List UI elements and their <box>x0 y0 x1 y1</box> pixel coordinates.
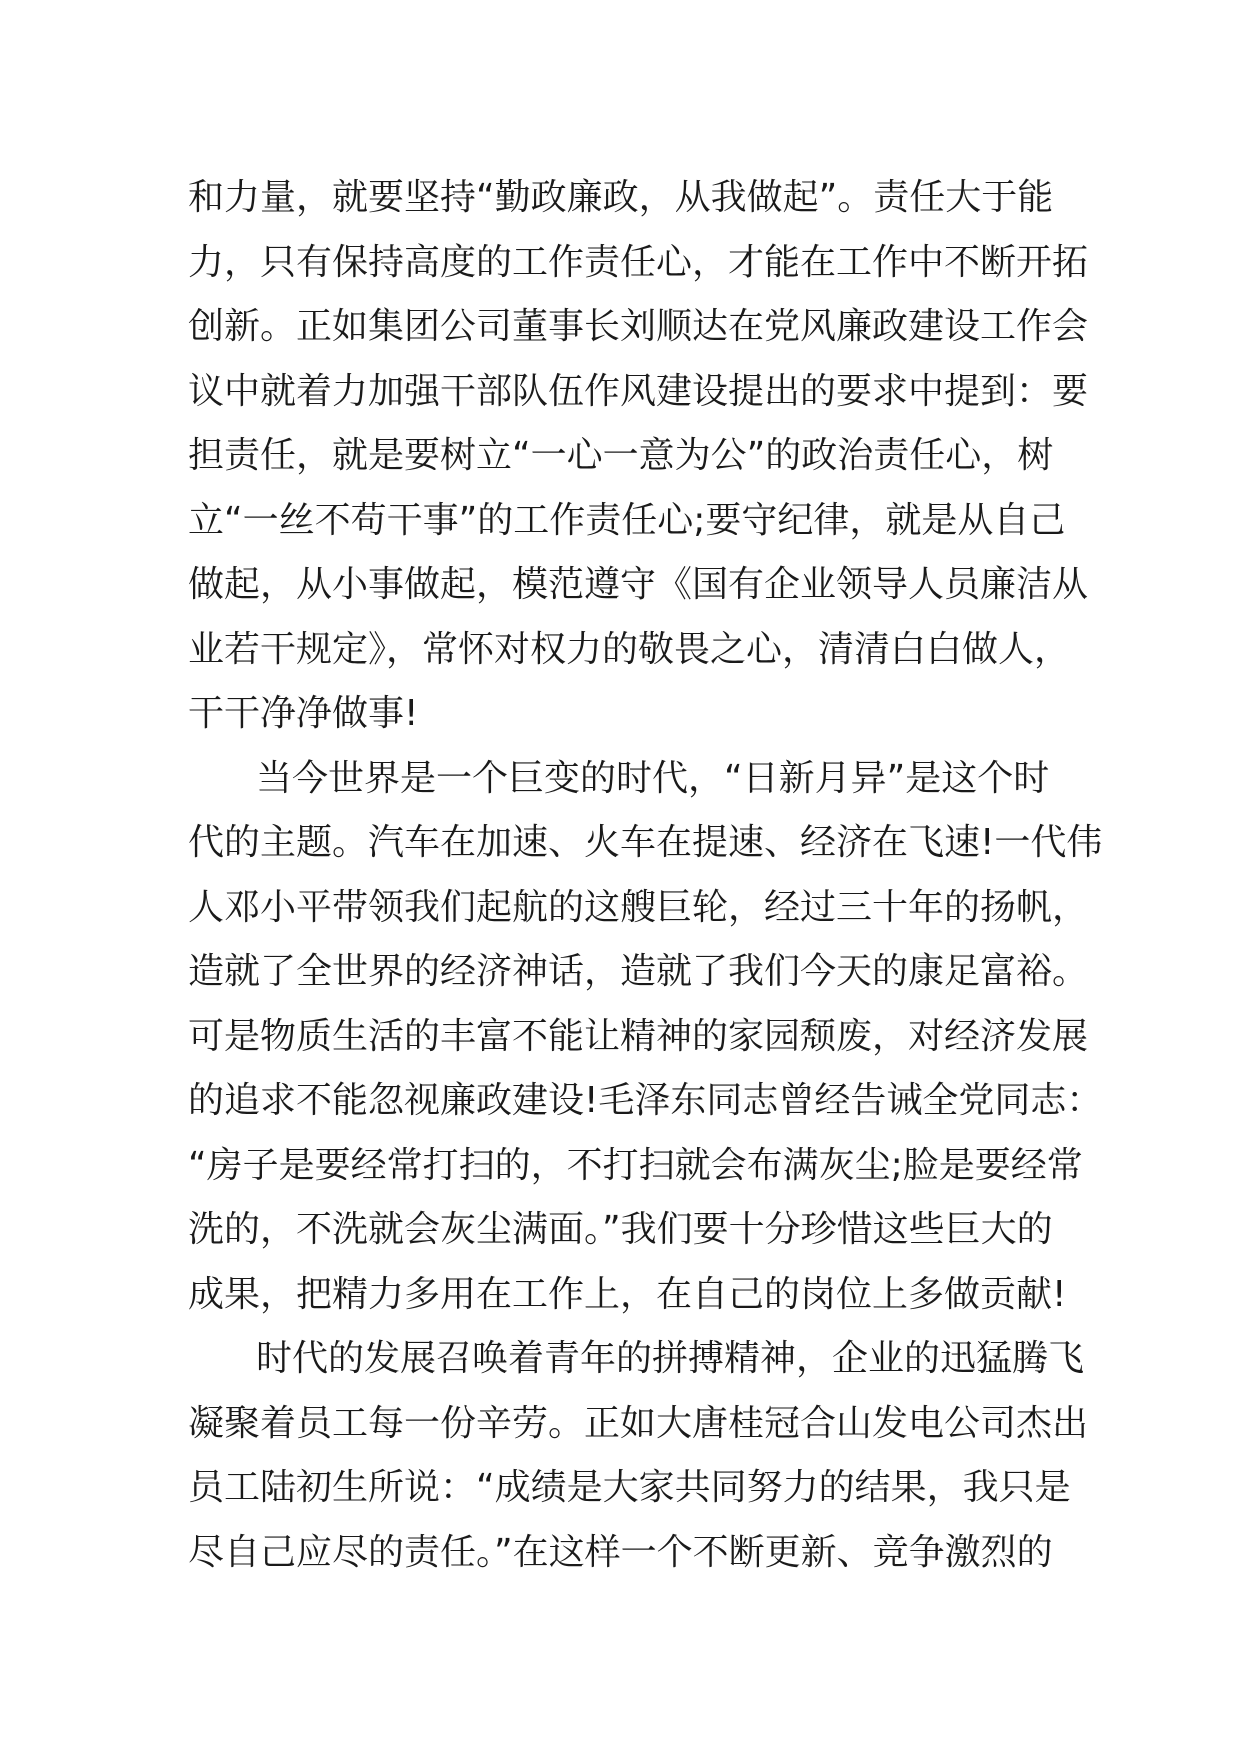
text-line: 议中就着力加强干部队伍作风建设提出的要求中提到：要 <box>188 370 1089 412</box>
text-line: 洗的，不洗就会灰尘满面。”我们要十分珍惜这些巨大的 <box>188 1209 1053 1250</box>
text-line: 尽自己应尽的责任。”在这样一个不断更新、竞争激烈的 <box>188 1531 1053 1573</box>
paragraph-first-line: 当今世界是一个巨变的时代，“日新月异”是这个时 <box>256 757 1050 799</box>
text-line: 代的主题。汽车在加速、火车在提速、经济在飞速!一代伟 <box>188 822 1103 863</box>
text-line: 业若干规定》，常怀对权力的敬畏之心，清清白白做人， <box>188 628 1071 670</box>
text-line: 的追求不能忽视廉政建设!毛泽东同志曾经告诫全党同志： <box>188 1080 1103 1121</box>
text-line: 和力量，就要坚持“勤政廉政，从我做起”。责任大于能 <box>188 177 1054 218</box>
text-line: 干干净净做事! <box>188 693 419 734</box>
text-line: 造就了全世界的经济神话，造就了我们今天的康足富裕。 <box>188 951 1089 992</box>
text-line: 人邓小平带领我们起航的这艘巨轮，经过三十年的扬帆， <box>188 886 1089 928</box>
text-line: “房子是要经常打扫的，不打扫就会布满灰尘;脸是要经常 <box>188 1144 1083 1186</box>
text-line: 成果，把精力多用在工作上，在自己的岗位上多做贡献! <box>188 1273 1067 1315</box>
text-line: 员工陆初生所说：“成绩是大家共同努力的结果，我只是 <box>188 1467 1071 1508</box>
text-line: 担责任，就是要树立“一心一意为公”的政治责任心，树 <box>188 435 1054 476</box>
body-text <box>188 166 1103 1585</box>
paragraph-first-line: 时代的发展召唤着青年的拼搏精神，企业的迅猛腾飞 <box>256 1338 1085 1379</box>
text-line: 立“一丝不苟干事”的工作责任心;要守纪律，就是从自己 <box>188 499 1066 541</box>
text-line: 可是物质生活的丰富不能让精神的家园颓废，对经济发展 <box>188 1015 1089 1057</box>
text-line: 创新。正如集团公司董事长刘顺达在党风廉政建设工作会 <box>188 306 1089 347</box>
text-line: 凝聚着员工每一份辛劳。正如大唐桂冠合山发电公司杰出 <box>188 1402 1089 1444</box>
text-line: 力，只有保持高度的工作责任心，才能在工作中不断开拓 <box>188 241 1089 283</box>
text-line: 做起，从小事做起，模范遵守《国有企业领导人员廉洁从 <box>188 564 1089 605</box>
